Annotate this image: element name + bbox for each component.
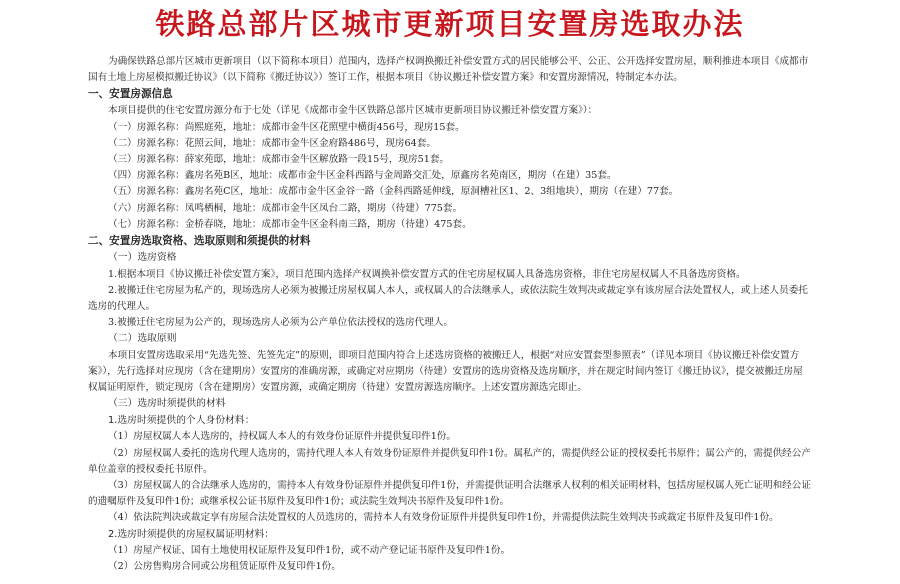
intro-paragraph: 为确保铁路总部片区城市更新项目（以下简称本项目）范围内，选择产权调换搬迁补偿安置方式的居民能够公平、公正、公开选择安置房屋，顺利推进本项目《成都市国有土地上房屋模拟搬迁协议》（以下简称《搬迁协议》）签订工作，根据本项目《协议搬迁补偿安置方案》和安置房源情况，特制定本办法。 <box>88 56 809 84</box>
housing-item: （五）房源名称：鑫房名苑C区，地址：成都市金牛区金谷一路（金科西路延伸线，原洞槽社区1、2、3组地块），期房（在建）77套。 <box>108 186 679 198</box>
identity-item: （2）房屋权属人委托的选房代理人选房的，需持代理人本人有效身份证原件并提供复印件1份。属私产的，需提供经公证的授权委托书原件；属公产的，需提供经公产单位盖章的授权委托书原件。 <box>88 447 811 475</box>
identity-item: （1）房屋权属人本人选房的，持权属人本人的有效身份证原件并提供复印件1份。 <box>108 431 456 443</box>
subheading-qualification: （一）选房资格 <box>108 252 177 264</box>
identity-item: （3）房屋权属人的合法继承人选房的，需持本人有效身份证原件并提供复印件1份，并需提供证明合法继承人权利的相关证明材料，包括房屋权属人死亡证明和经公证的遗嘱原件及复印件1份；或继承权公证书原件及复印件1份；或法院生效判决书原件及复印件1份。 <box>88 480 811 508</box>
section2-heading: 二、安置房选取资格、选取原则和须提供的材料 <box>88 235 311 248</box>
materials-property-heading: 2.选房时须提供的房屋权属证明材料： <box>108 528 275 540</box>
housing-item: （七）房源名称：金桥春晓，地址：成都市金牛区金科南三路，期房（待建）475套。 <box>108 218 472 230</box>
qualification-item: 2.被搬迁住宅房屋为私产的，现场选房人必须为被搬迁房屋权属人本人，或权属人的合法继承人，或依法院生效判决或裁定享有该房屋合法处置权人，或上述人员委托选房的代理人。 <box>88 284 808 312</box>
housing-item: （一）房源名称：尚熙庭苑，地址：成都市金牛区花照壁中横街456号，现房15套。 <box>108 121 465 133</box>
section1-lead: 本项目提供的住宅安置房源分布于七处（详见《成都市金牛区铁路总部片区城市更新项目协议搬迁补偿安置方案》）： <box>108 105 598 117</box>
property-item: （2）公房售购房合同或公房租赁证原件及复印件1份。 <box>108 561 341 573</box>
housing-list <box>88 120 812 233</box>
subheading-materials: （三）选房时须提供的材料 <box>108 398 226 410</box>
subheading-principle: （二）选取原则 <box>108 333 177 345</box>
housing-item: （四）房源名称：鑫房名苑B区，地址：成都市金牛区金科西路与金周路交汇处，原鑫房名苑南区，期房（在建）35套。 <box>108 170 617 182</box>
housing-item: （六）房源名称：凤鸣栖桐，地址：成都市金牛区凤台二路，期房（待建）775套。 <box>108 202 463 214</box>
materials-identity-heading: 1.选房时须提供的个人身份材料： <box>108 414 255 426</box>
identity-item: （4）依法院判决或裁定享有房屋合法处置权的人员选房的，需持本人有效身份证原件并提供复印件1份，并需提供法院生效判决书或裁定书原件及复印件1份。 <box>108 512 779 524</box>
principle-paragraph: 本项目安置房选取采用“先选先签、先签先定”的原则，即项目范围内符合上述选房资格的被搬迁人，根据“对应安置套型参照表”（详见本项目《协议搬迁补偿安置方案》），先行选择对应现房（含在建期房）安置房的准确房源，或确定对应期房（待建）安置房的选房资格及选房顺序，并在规定时间内签订《搬迁协议》，提交被搬迁房屋权属证明原件，锁定现房（含在建期房）安置房源，或确定期房（待建）安置房源选房顺序。上述安置房源选完即止。 <box>88 349 803 394</box>
housing-item: （三）房源名称：薛家苑邸，地址：成都市金牛区解放路一段15号，现房51套。 <box>108 154 450 166</box>
document-title: 铁路总部片区城市更新项目安置房选取办法 <box>155 7 745 41</box>
qualification-item: 1.根据本项目《协议搬迁补偿安置方案》，项目范围内选择产权调换补偿安置方式的住宅房屋权属人具备选房资格，非住宅房屋权属人不具备选房资格。 <box>108 268 746 280</box>
property-item: （1）房屋产权证、国有土地使用权证原件及复印件1份，或不动产登记证书原件及复印件1份。 <box>108 545 511 557</box>
section1-heading: 一、安置房源信息 <box>88 88 173 101</box>
housing-item: （二）房源名称：花照云间，地址：成都市金牛区金府路486号，现房64套。 <box>108 137 436 149</box>
qualification-item: 3.被搬迁住宅房屋为公产的，现场选房人必须为公产单位依法授权的选房代理人。 <box>108 317 453 329</box>
